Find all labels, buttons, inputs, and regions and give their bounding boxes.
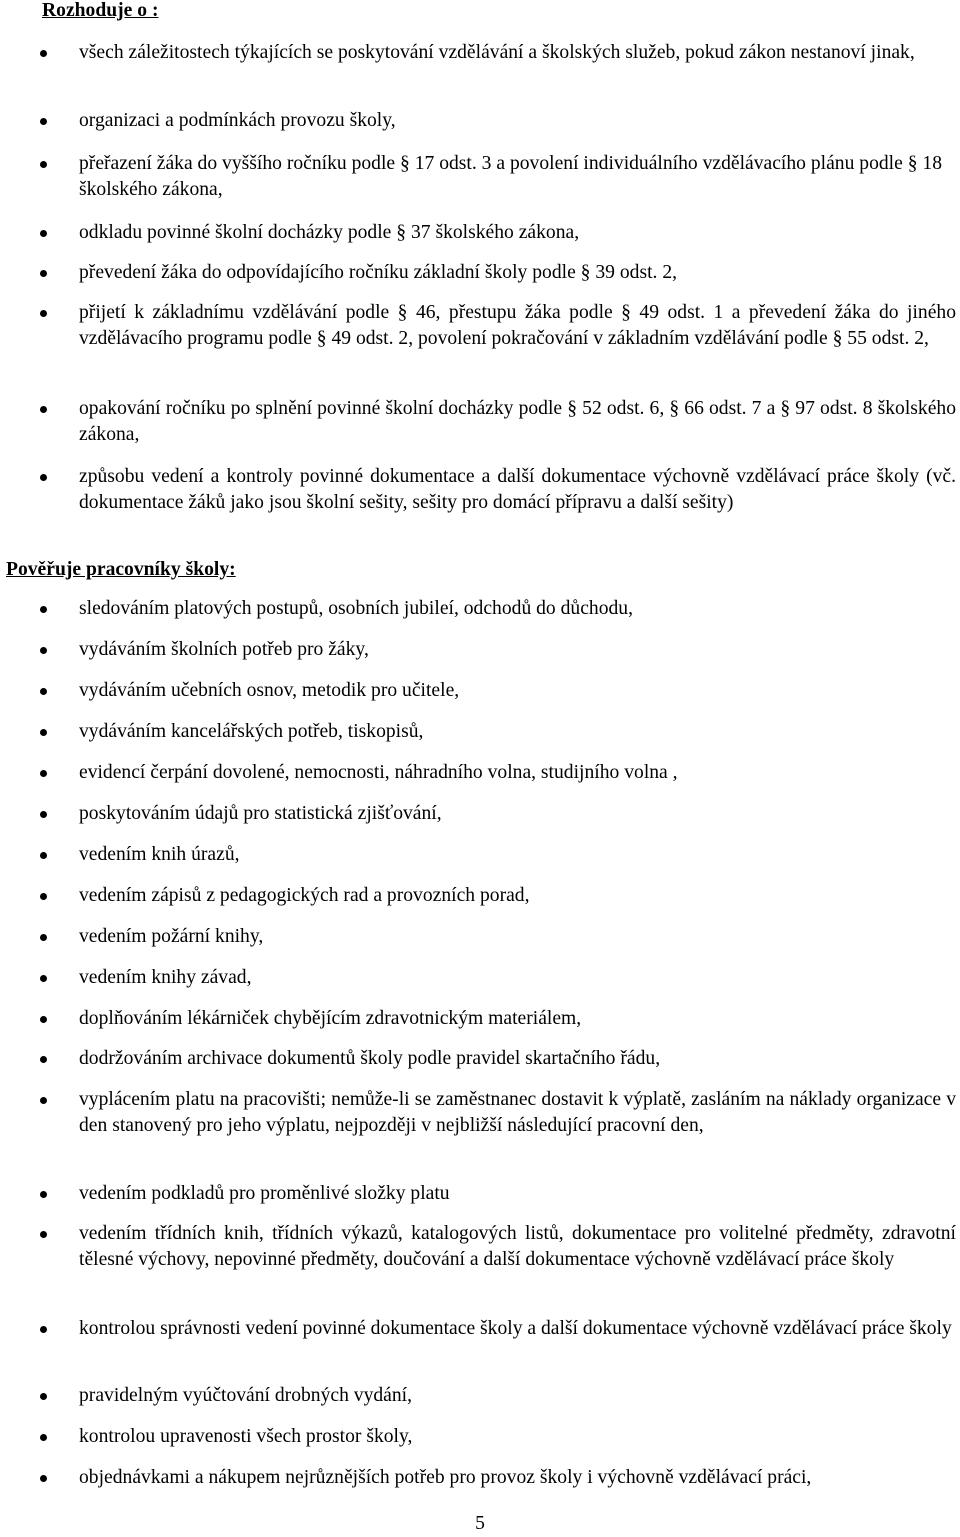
list-item-text: organizaci a podmínkách provozu školy, (79, 110, 396, 131)
bullet-icon (40, 161, 47, 168)
list-item-text: vedením knih úrazů, (79, 844, 240, 865)
bullet-icon (40, 1056, 47, 1063)
bullet-icon (40, 1016, 47, 1023)
bullet-icon (40, 770, 47, 777)
list-item-text: odkladu povinné školní docházky podle § 37 školského zákona, (79, 222, 580, 243)
bullet-icon (40, 474, 47, 481)
list-item-text: dodržováním archivace dokumentů školy podle pravidel skartačního řádu, (79, 1048, 661, 1069)
list-item-text: vedením knihy závad, (79, 967, 252, 988)
list-item-text: vedením třídních knih, třídních výkazů, katalogových listů, dokumentace pro volitelné předměty, zdravotní tělesné výchovy, nepovinné předměty, doučování a další dokumentace výchovně vzdělávací práce školy (79, 1223, 956, 1270)
list-item-text: sledováním platových postupů, osobních jubileí, odchodů do důchodu, (79, 598, 634, 619)
section-heading-poveruje: Pověřuje pracovníky školy: (6, 559, 236, 580)
list-item-text: vedením požární knihy, (79, 926, 264, 947)
list-item-text: vydáváním kancelářských potřeb, tiskopisů, (79, 721, 424, 742)
bullet-icon (40, 1326, 47, 1333)
bullet-icon (40, 606, 47, 613)
bullet-icon (40, 270, 47, 277)
section-heading-rozhoduje: Rozhoduje o : (42, 0, 159, 21)
bullet-icon (40, 50, 47, 57)
list-item-text: vydáváním učebních osnov, metodik pro učitele, (79, 680, 460, 701)
list-item-text: poskytováním údajů pro statistická zjišťování, (79, 803, 442, 824)
bullet-icon (40, 975, 47, 982)
list-item-text: vedením podkladů pro proměnlivé složky platu (79, 1183, 450, 1204)
list-item-text: vydáváním školních potřeb pro žáky, (79, 639, 369, 660)
bullet-icon (40, 1434, 47, 1441)
bullet-icon (40, 729, 47, 736)
list-item-text: pravidelným vyúčtování drobných vydání, (79, 1385, 413, 1406)
list-item-text: přijetí k základnímu vzdělávání podle § 46, přestupu žáka podle § 49 odst. 1 a převedení žáka do jiného vzdělávacího programu podle § 49 odst. 2, povolení pokračování v základním vzdělávání podle § 55 odst. 2, (79, 302, 956, 349)
bullet-icon (40, 1097, 47, 1104)
bullet-icon (40, 647, 47, 654)
list-item-text: převedení žáka do odpovídajícího ročníku základní školy podle § 39 odst. 2, (79, 262, 678, 283)
bullet-icon (40, 852, 47, 859)
list-item-text: vyplácením platu na pracovišti; nemůže-li se zaměstnanec dostavit k výplatě, zasláním na náklady organizace v den stanovený pro jeho výplatu, nejpozději v nejbližší následující pracovní den, (79, 1089, 956, 1136)
list-item-text: všech záležitostech týkajících se poskytování vzdělávání a školských služeb, pokud zákon nestanoví jinak, (79, 42, 915, 63)
list-item-text: kontrolou upravenosti všech prostor školy, (79, 1426, 413, 1447)
bullet-icon (40, 1191, 47, 1198)
page-number: 5 (475, 1513, 485, 1534)
bullet-icon (40, 934, 47, 941)
list-item-text: přeřazení žáka do vyššího ročníku podle § 17 odst. 3 a povolení individuálního vzdělávacího plánu podle § 18 školského zákona, (79, 153, 943, 200)
list-item-text: objednávkami a nákupem nejrůznějších potřeb pro provoz školy i výchovně vzdělávací práci, (79, 1467, 812, 1488)
bullet-icon (40, 688, 47, 695)
bullet-icon (40, 118, 47, 125)
bullet-icon (40, 811, 47, 818)
list-item-text: opakování ročníku po splnění povinné školní docházky podle § 52 odst. 6, § 66 odst. 7 a § 97 odst. 8 školského zákona, (79, 398, 956, 445)
bullet-icon (40, 406, 47, 413)
bullet-icon (40, 1231, 47, 1238)
bullet-icon (40, 310, 47, 317)
list-item-text: evidencí čerpání dovolené, nemocnosti, náhradního volna, studijního volna , (79, 762, 678, 783)
bullet-icon (40, 1475, 47, 1482)
list-item-text: způsobu vedení a kontroly povinné dokumentace a další dokumentace výchovně vzdělávací práce školy (vč. dokumentace žáků jako jsou školní sešity, sešity pro domácí přípravu a další sešity) (79, 466, 956, 513)
bullet-icon (40, 230, 47, 237)
list-item-text: doplňováním lékárniček chybějícím zdravotnickým materiálem, (79, 1008, 582, 1029)
bullet-icon (40, 893, 47, 900)
list-item-text: kontrolou správnosti vedení povinné dokumentace školy a další dokumentace výchovně vzdělávací práce školy (79, 1318, 952, 1339)
list-item-text: vedením zápisů z pedagogických rad a provozních porad, (79, 885, 530, 906)
bullet-icon (40, 1393, 47, 1400)
